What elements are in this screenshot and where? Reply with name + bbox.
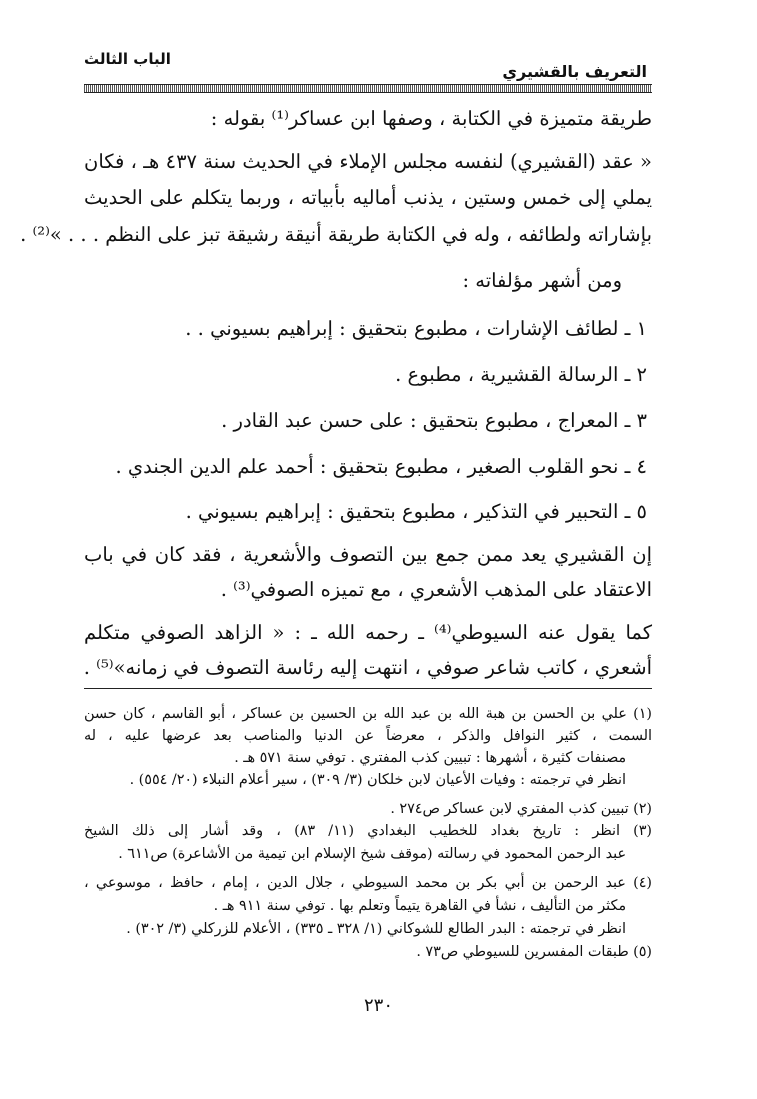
body-line-5: ومن أشهر مؤلفاته : bbox=[462, 269, 622, 292]
body-line-2: « عقد (القشيري) لنفسه مجلس الإملاء في الحديث سنة ٤٣٧ هـ ، فكان bbox=[84, 150, 652, 173]
footnote-line: (٢) تبيين كذب المفتري لابن عساكر ص٢٧٤ . bbox=[390, 801, 652, 817]
footnote-line: (١) علي بن الحسن بن هبة الله بن عبد الله بن الحسين بن عساكر ، أبو القاسم ، كان حسن bbox=[84, 706, 652, 722]
footnote-rule bbox=[84, 688, 652, 689]
works-item-4: ٤ ـ نحو القلوب الصغير ، مطبوع بتحقيق : أحمد علم الدين الجندي . bbox=[115, 455, 647, 478]
footnote-line: مكثر من التأليف ، نشأ في القاهرة يتيماً وتعلم بها . توفي سنة ٩١١ هـ . bbox=[213, 898, 626, 914]
chapter-header: الباب الثالث bbox=[84, 50, 171, 68]
body2-line-3: كما يقول عنه السيوطي⁽⁴⁾ ـ رحمه الله ـ : « الزاهد الصوفي متكلم bbox=[84, 621, 652, 644]
footnote-line: انظر في ترجمته : البدر الطالع للشوكاني (١/ ٣٢٨ ـ ٣٣٥) ، الأعلام للزركلي (٣/ ٣٠٢) . bbox=[126, 921, 626, 937]
header-rule bbox=[84, 84, 652, 93]
works-item-5: ٥ ـ التحبير في التذكير ، مطبوع بتحقيق : إبراهيم بسيوني . bbox=[185, 500, 647, 523]
works-item-3: ٣ ـ المعراج ، مطبوع بتحقيق : على حسن عبد القادر . bbox=[221, 409, 647, 432]
body-line-3: يملي إلى خمس وستين ، يذنب أماليه بأبياته ، وربما يتكلم على الحديث bbox=[84, 186, 652, 209]
body2-line-1: إن القشيري يعد ممن جمع بين التصوف والأشعرية ، فقد كان في باب bbox=[84, 543, 652, 566]
footnote-line: عبد الرحمن المحمود في رسالته (موقف شيخ الإسلام ابن تيمية من الأشاعرة) ص٦١١ . bbox=[118, 846, 626, 862]
body-line-4: بإشاراته ولطائفه ، وله في الكتابة طريقة أنيقة رشيقة تبز على النظم . . . »⁽²⁾ . bbox=[20, 223, 652, 246]
footnote-line: انظر في ترجمته : وفيات الأعيان لابن خلكان (٣/ ٣٠٩) ، سير أعلام النبلاء (٢٠/ ٥٥٤) . bbox=[129, 772, 626, 788]
section-header: التعريف بالقشيري bbox=[502, 62, 647, 81]
works-item-1: ١ ـ لطائف الإشارات ، مطبوع بتحقيق : إبراهيم بسيوني . . bbox=[185, 317, 647, 340]
body2-line-2: الاعتقاد على المذهب الأشعري ، مع تميزه الصوفي⁽³⁾ . bbox=[220, 578, 652, 601]
works-item-2: ٢ ـ الرسالة القشيرية ، مطبوع . bbox=[395, 363, 647, 386]
footnote-line: (٣) انظر : تاريخ بغداد للخطيب البغدادي (١١/ ٨٣) ، وقد أشار إلى ذلك الشيخ bbox=[84, 823, 652, 839]
footnote-line: السمت ، كثير النوافل والذكر ، معرضاً عن الدنيا والمناصب بعد عرضها عليه ، له bbox=[84, 728, 652, 744]
footnote-line: (٥) طبقات المفسرين للسيوطي ص٧٣ . bbox=[416, 944, 652, 960]
footnote-line: (٤) عبد الرحمن بن أبي بكر بن محمد السيوطي ، جلال الدين ، إمام ، حافظ ، موسوعي ، bbox=[84, 875, 652, 891]
body-line-1: طريقة متميزة في الكتابة ، وصفها ابن عساكر⁽¹⁾ بقوله : bbox=[210, 107, 652, 130]
page-number: ٢٣٠ bbox=[363, 995, 393, 1016]
body2-line-4: أشعري ، كاتب شاعر صوفي ، انتهت إليه رئاسة التصوف في زمانه»⁽⁵⁾ . bbox=[83, 656, 652, 679]
footnote-line: مصنفات كثيرة ، أشهرها : تبيين كذب المفتري . توفي سنة ٥٧١ هـ . bbox=[234, 750, 626, 766]
